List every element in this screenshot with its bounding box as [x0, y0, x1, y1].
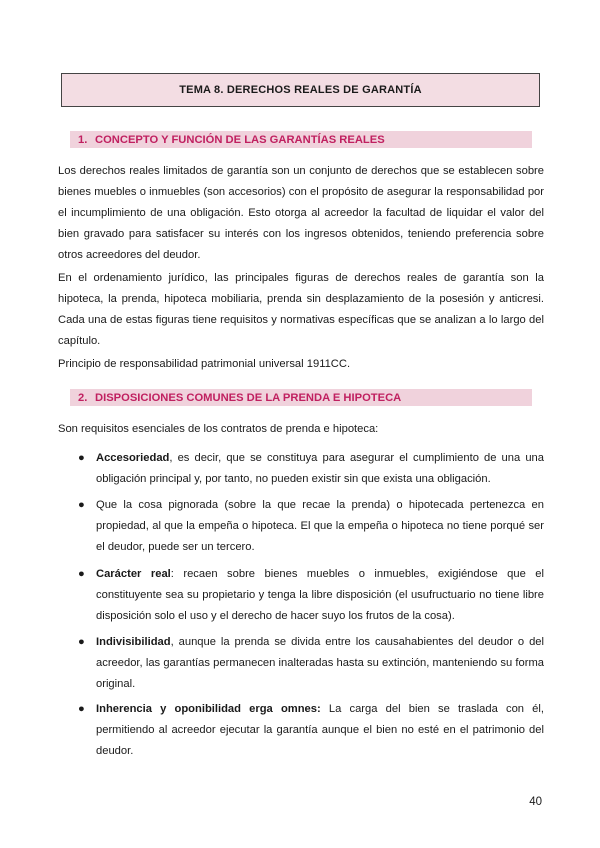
- section-number: 1.: [78, 133, 88, 146]
- list-item-term: Accesoriedad: [96, 452, 170, 464]
- paragraph-principle: Principio de responsabilidad patrimonial universal 1911CC.: [58, 358, 351, 370]
- section-title: CONCEPTO Y FUNCIÓN DE LAS GARANTÍAS REALES: [95, 133, 385, 146]
- list-item-text: , es decir, que se constituya para asegurar el cumplimiento de una una obligación principal y, por tanto, no pueden existir sin que exista una obligación.: [96, 452, 544, 485]
- list-item-term: Inherencia y oponibilidad erga omnes:: [96, 703, 321, 715]
- list-item: [58, 564, 544, 627]
- list-item-term: Indivisibilidad: [96, 636, 171, 648]
- section-title: DISPOSICIONES COMUNES DE LA PRENDA E HIPOTECA: [95, 391, 402, 404]
- bullet-icon: ●: [78, 452, 85, 464]
- bullet-icon: ●: [78, 703, 85, 715]
- list-item-text: La carga del bien se traslada con él, permitiendo al acreedor ejecutar la garantía aunque el bien no esté en el patrimonio del deudor.: [96, 703, 544, 757]
- section-number: 2.: [78, 391, 88, 404]
- bullet-icon: ●: [78, 568, 85, 580]
- list-item: [58, 632, 544, 695]
- page-number: 40: [529, 796, 542, 808]
- section-heading-1: [70, 131, 532, 148]
- list-item: [58, 699, 544, 762]
- paragraph-figures: En el ordenamiento jurídico, las principales figuras de derechos reales de garantía son la hipoteca, la prenda, hipoteca mobiliaria, prenda sin desplazamiento de la posesión y anticresi. Cada una de estas figuras tiene requisitos y normativas específicas que se analizan a lo largo del capítulo.: [58, 272, 544, 347]
- list-item: [58, 495, 544, 558]
- document-title: TEMA 8. DERECHOS REALES DE GARANTÍA: [179, 84, 422, 96]
- list-item-text: : recaen sobre bienes muebles o inmuebles, exigiéndose que el constituyente sea su propietario y tenga la libre disposición (el usufructuario no tiene libre disposición solo el uso y el derecho de hacer suyo los frutos de la cosa).: [96, 568, 544, 622]
- list-item-term: Carácter real: [96, 568, 171, 580]
- paragraph-definition: Los derechos reales limitados de garantía son un conjunto de derechos que se establecen sobre bienes muebles o inmuebles (son accesorios) con el propósito de asegurar la responsabilidad por el incumplimiento de una obligación. Esto otorga al acreedor la facultad de liquidar el valor del bien gravado para satisfacer su interés con los ingresos obtenidos, teniendo preferencia sobre otros acreedores del deudor.: [58, 165, 544, 261]
- bullet-icon: ●: [78, 636, 85, 648]
- paragraph-requirements-intro: Son requisitos esenciales de los contratos de prenda e hipoteca:: [58, 423, 379, 435]
- bullet-icon: ●: [78, 499, 85, 511]
- section-heading-2: [70, 389, 532, 406]
- list-item: [58, 448, 544, 490]
- list-item-text: , aunque la prenda se divida entre los causahabientes del deudor o del acreedor, las garantías permanecen inalteradas hasta su extinción, manteniendo su forma original.: [96, 636, 544, 690]
- document-title-box: [61, 73, 540, 107]
- list-item-text: Que la cosa pignorada (sobre la que recae la prenda) o hipotecada pertenezca en propiedad, al que la empeña o hipoteca. El que la empeña o hipoteca no tiene porqué ser el deudor, puede ser un tercero.: [96, 499, 544, 553]
